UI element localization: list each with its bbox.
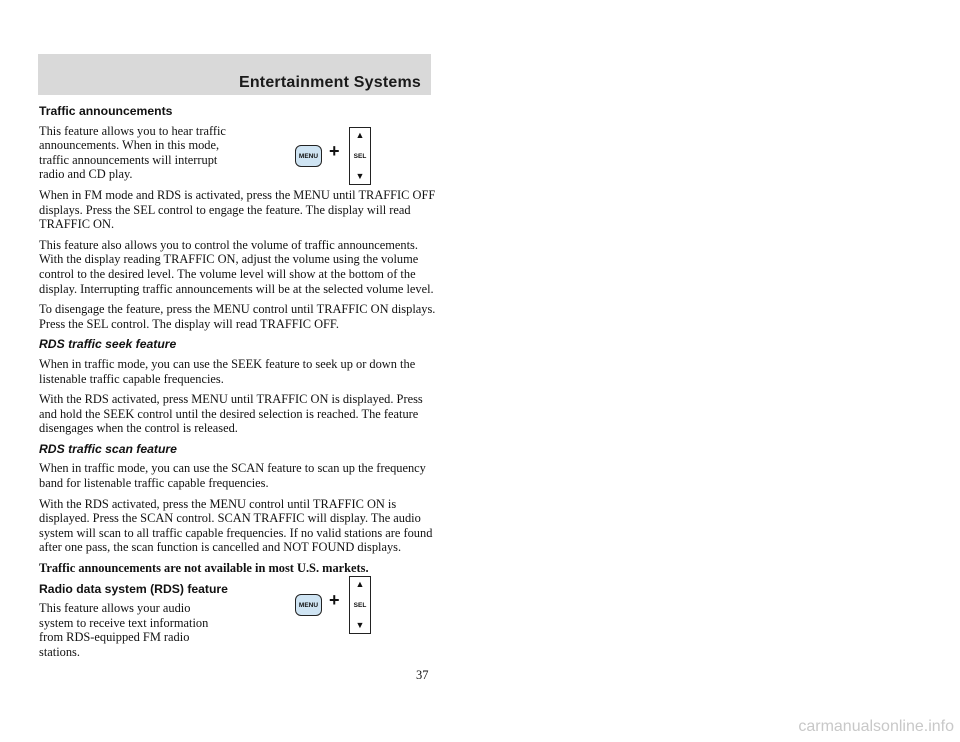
watermark: carmanualsonline.info [798, 718, 954, 735]
arrow-up-icon: ▲ [355, 130, 365, 140]
plus-icon: + [329, 590, 340, 610]
rds-paragraph-1: This feature allows your audio system to receive text information from RDS-equipped FM radio stations. [39, 601, 209, 659]
arrow-down-icon: ▼ [355, 171, 365, 181]
header-band [38, 54, 431, 95]
scan-paragraph-1: When in traffic mode, you can use the SCAN feature to scan up the frequency band for listenable traffic capable frequencies. [39, 461, 426, 491]
heading-traffic-announcements: Traffic announcements [39, 104, 173, 118]
sel-label: SEL [353, 601, 367, 609]
menu-sel-illustration-1 [295, 127, 385, 191]
heading-rds-traffic-seek: RDS traffic seek feature [39, 337, 177, 352]
page-number: 37 [416, 668, 429, 682]
heading-rds-feature: Radio data system (RDS) feature [39, 581, 228, 596]
sel-control-icon [349, 127, 371, 185]
plus-icon: + [329, 141, 340, 161]
scan-market-note: Traffic announcements are not available in most U.S. markets. [39, 561, 369, 576]
traffic-paragraph-4: To disengage the feature, press the MENU control until TRAFFIC ON displays. Press the SEL control. The display will read TRAFFIC OFF. [39, 302, 436, 331]
page-header-title: Entertainment Systems [238, 74, 421, 91]
menu-button-icon: MENU [295, 594, 322, 616]
traffic-paragraph-2: When in FM mode and RDS is activated, press the MENU until TRAFFIC OFF displays. Press the SEL control to engage the feature. The display will read TRAFFIC ON. [39, 187, 436, 232]
menu-sel-illustration-2 [295, 576, 385, 640]
traffic-paragraph-1: This feature allows you to hear traffic announcements. When in this mode, traffic announcements will interrupt radio and CD play. [39, 123, 226, 182]
seek-paragraph-2: With the RDS activated, press MENU until TRAFFIC ON is displayed. Press and hold the SEEK control until the desired selection is reached. The feature disengages when the control is released. [39, 392, 423, 436]
scan-paragraph-2: With the RDS activated, press the MENU control until TRAFFIC ON is displayed. Press the SCAN control. SCAN TRAFFIC will display. The audio system will scan to all traffic capable frequencies. If no valid stations are found after one pass, the scan function is cancelled and NOT FOUND displays. [39, 496, 433, 555]
heading-rds-traffic-scan: RDS traffic scan feature [39, 441, 177, 456]
arrow-up-icon: ▲ [355, 579, 365, 589]
sel-control-icon [349, 576, 371, 634]
menu-button-icon: MENU [295, 145, 322, 167]
sel-label: SEL [353, 152, 367, 160]
traffic-paragraph-3: This feature also allows you to control the volume of traffic announcements. With the display reading TRAFFIC ON, adjust the volume using the volume control to the desired level. The volume level will show at the bottom of the display. Interrupting traffic announcements will be at the selected volume level. [39, 237, 434, 296]
arrow-down-icon: ▼ [355, 620, 365, 630]
seek-paragraph-1: When in traffic mode, you can use the SEEK feature to seek up or down the listenable traffic capable frequencies. [39, 356, 416, 386]
